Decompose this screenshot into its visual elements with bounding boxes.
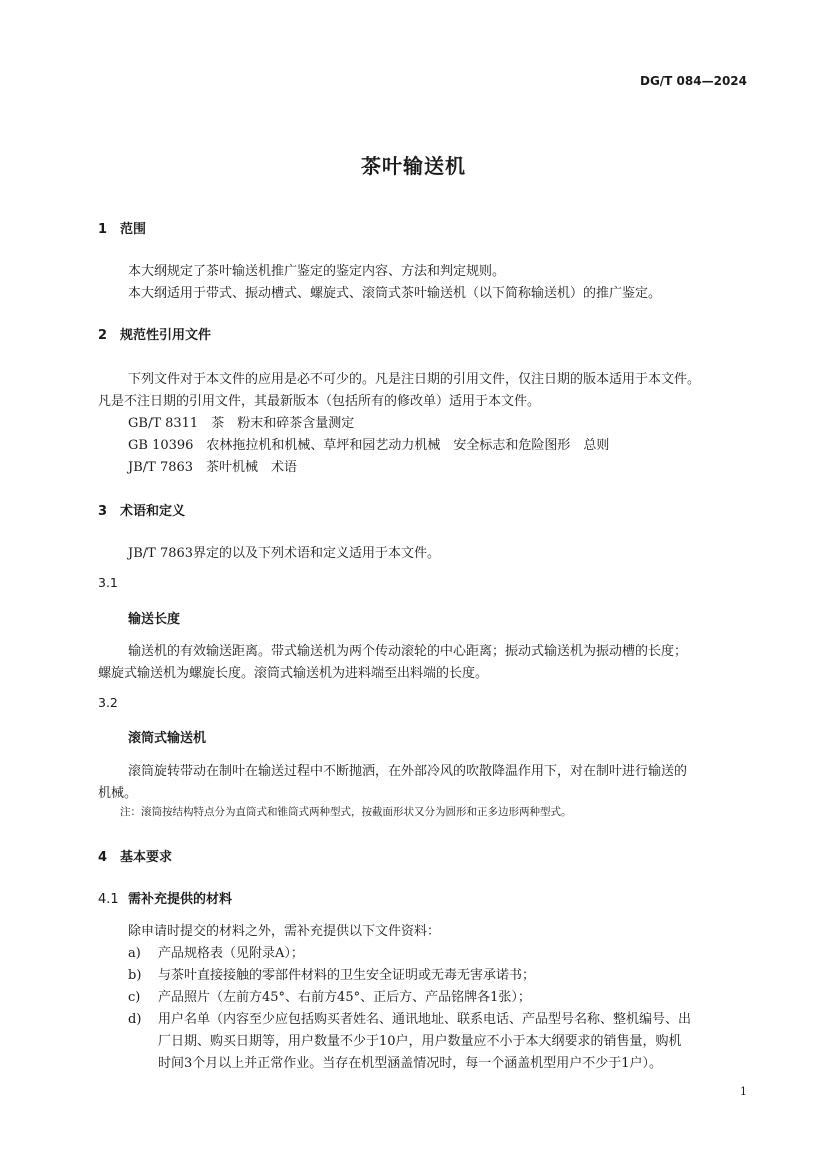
term-definition-continued: 机械。 bbox=[98, 786, 138, 801]
section-number: 1 bbox=[98, 222, 108, 237]
list-item bbox=[128, 986, 531, 1005]
section-1-heading bbox=[98, 218, 146, 237]
section-2-heading bbox=[98, 324, 211, 343]
list-item-label: a) bbox=[128, 946, 141, 961]
term-name: 输送长度 bbox=[128, 612, 181, 627]
section-title: 规范性引用文件 bbox=[120, 328, 212, 343]
list-item-label: b) bbox=[128, 968, 142, 983]
reference-item: JB/T 7863 茶叶机械 术语 bbox=[128, 460, 298, 475]
document-code: DG/T 084—2024 bbox=[639, 74, 747, 88]
reference-item: GB 10396 农林拖拉机和机械、草坪和园艺动力机械 安全标志和危险图形 总则 bbox=[128, 438, 610, 453]
paragraph: 下列文件对于本文件的应用是必不可少的。凡是注日期的引用文件，仅注日期的版本适用于本文件。 bbox=[128, 372, 701, 387]
subsection-number: 4.1 bbox=[98, 892, 119, 907]
reference-item: GB/T 8311 茶 粉末和碎茶含量测定 bbox=[128, 416, 355, 431]
paragraph: 本大纲规定了茶叶输送机推广鉴定的鉴定内容、方法和判定规则。 bbox=[128, 264, 506, 279]
list-item bbox=[128, 1008, 691, 1027]
term-name: 滚筒式输送机 bbox=[128, 731, 207, 746]
page-title: 茶叶输送机 bbox=[361, 154, 466, 178]
note: 注：滚筒按结构特点分为直筒式和锥筒式两种型式，按截面形状又分为圆形和正多边形两种型式。 bbox=[120, 806, 572, 818]
list-item-text: 用户名单（内容至少应包括购买者姓名、通讯地址、联系电话、产品型号名称、整机编号、出 bbox=[158, 1012, 692, 1027]
section-3-heading bbox=[98, 500, 185, 519]
list-item-label: d) bbox=[128, 1012, 142, 1027]
paragraph: JB/T 7863界定的以及下列术语和定义适用于本文件。 bbox=[128, 546, 441, 561]
section-number: 3 bbox=[98, 504, 108, 519]
section-number: 4 bbox=[98, 850, 108, 865]
term-definition: 输送机的有效输送距离。带式输送机为两个传动滚轮的中心距离；振动式输送机为振动槽的长度； bbox=[128, 644, 688, 659]
list-item-label: c) bbox=[128, 990, 141, 1005]
term-definition-continued: 螺旋式输送机为螺旋长度。滚筒式输送机为进料端至出料端的长度。 bbox=[98, 666, 489, 681]
subsection-4-1-heading bbox=[98, 888, 232, 907]
subsection-title: 需补充提供的材料 bbox=[128, 892, 233, 907]
list-item-text: 产品照片（左前方45°、右前方45°、正后方、产品铭牌各1张）； bbox=[158, 990, 531, 1005]
section-title: 基本要求 bbox=[120, 850, 173, 865]
list-item bbox=[128, 964, 535, 983]
section-title: 术语和定义 bbox=[120, 504, 186, 519]
section-title: 范围 bbox=[120, 222, 147, 237]
paragraph: 除申请时提交的材料之外，需补充提供以下文件资料： bbox=[128, 924, 441, 939]
term-definition: 滚筒旋转带动在制叶在输送过程中不断抛洒，在外部冷风的吹散降温作用下，对在制叶进行输送的 bbox=[128, 764, 688, 779]
page-number: 1 bbox=[740, 1085, 747, 1098]
list-item-text-continued: 厂日期、购买日期等，用户数量不少于10户，用户数量应不小于本大纲要求的销售量，购机 bbox=[158, 1034, 682, 1049]
list-item-text: 产品规格表（见附录A）； bbox=[158, 946, 304, 961]
paragraph: 本大纲适用于带式、振动槽式、螺旋式、滚筒式茶叶输送机（以下简称输送机）的推广鉴定。 bbox=[128, 286, 662, 301]
term-number: 3.2 bbox=[98, 695, 118, 710]
list-item bbox=[128, 942, 304, 961]
section-number: 2 bbox=[98, 328, 108, 343]
section-4-heading bbox=[98, 846, 172, 865]
list-item-text-continued: 时间3个月以上并正常作业。当存在机型涵盖情况时，每一个涵盖机型用户不少于1户）。 bbox=[158, 1056, 663, 1071]
paragraph-continued: 凡是不注日期的引用文件，其最新版本（包括所有的修改单）适用于本文件。 bbox=[98, 394, 541, 409]
term-number: 3.1 bbox=[98, 575, 118, 590]
list-item-text: 与茶叶直接接触的零部件材料的卫生安全证明或无毒无害承诺书； bbox=[158, 968, 536, 983]
